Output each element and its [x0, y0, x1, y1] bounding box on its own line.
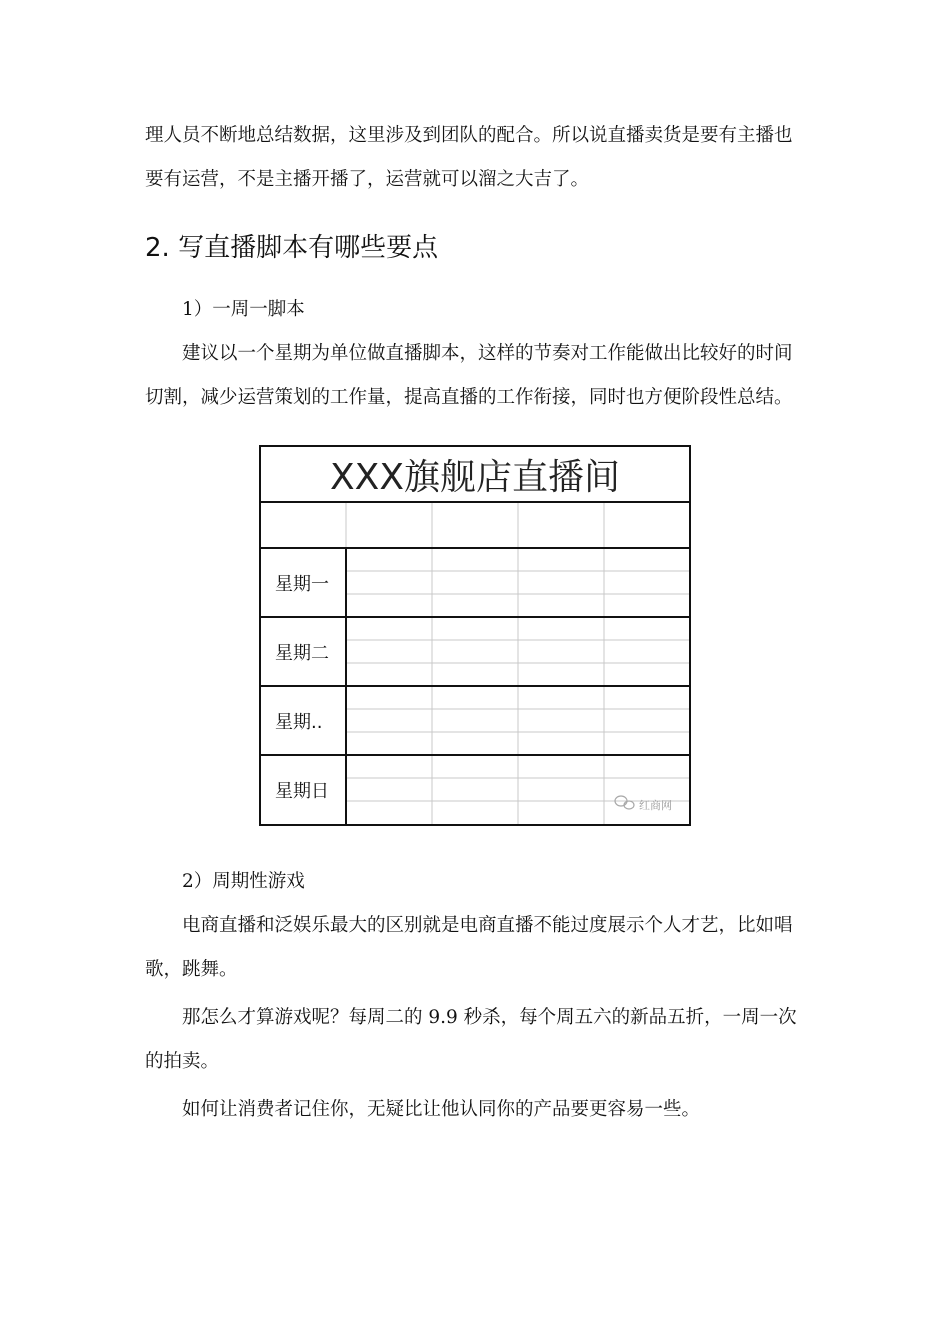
row-label-sunday: 星期日	[275, 781, 329, 802]
paragraph-weekly-script: 建议以一个星期为单位做直播脚本，这样的节奏对工作能做出比较好的时间切割，减少运营策划的工作量，提高直播的工作衔接，同时也方便阶段性总结。	[145, 343, 793, 408]
watermark-text: 红商网	[639, 799, 672, 812]
subheading-weekly-script: 1）一周一脚本	[182, 299, 305, 320]
paragraph-ecommerce-vs-entertainment: 电商直播和泛娱乐最大的区别就是电商直播不能过度展示个人才艺，比如唱歌，跳舞。	[145, 915, 793, 980]
schedule-table-figure	[259, 445, 691, 826]
subheading-periodic-games: 2）周期性游戏	[182, 871, 305, 892]
row-label-tuesday: 星期二	[275, 643, 329, 664]
paragraph-game-examples: 那怎么才算游戏呢？每周二的 9.9 秒杀，每个周五六的新品五折，一周一次的拍卖。	[145, 1007, 797, 1072]
paragraph-intro-continued: 理人员不断地总结数据，这里涉及到团队的配合。所以说直播卖货是要有主播也要有运营，不是主播开播了，运营就可以溜之大吉了。	[145, 125, 793, 190]
row-label-monday: 星期一	[275, 574, 329, 595]
paragraph-remember-you: 如何让消费者记住你，无疑比让他认同你的产品要更容易一些。	[182, 1099, 701, 1120]
section-heading: 2. 写直播脚本有哪些要点	[145, 233, 439, 263]
figure-title: XXX旗舰店直播间	[330, 457, 620, 498]
row-label-etc: 星期..	[275, 712, 323, 733]
